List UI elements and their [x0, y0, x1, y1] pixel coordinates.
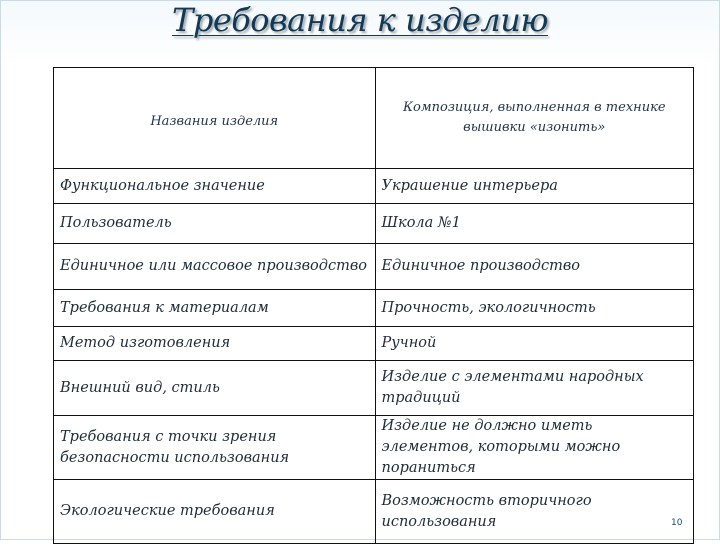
row-label: Пользователь — [54, 204, 376, 244]
slide-title: Требования к изделию — [171, 1, 549, 39]
table-header-row — [54, 68, 694, 169]
row-label: Внешний вид, стиль — [54, 361, 376, 416]
page-number: 10 — [671, 518, 683, 528]
row-label: Требования к материалам — [54, 290, 376, 327]
header-cell-product-name: Названия изделия — [54, 68, 376, 169]
row-value: Украшение интерьера — [375, 169, 694, 204]
table-row — [54, 416, 694, 480]
row-label: Требования с точки зрения безопасности использования — [54, 416, 376, 480]
row-value: Возможность вторичного использования — [375, 480, 694, 544]
table-row — [54, 361, 694, 416]
row-value: Школа №1 — [375, 204, 694, 244]
row-label: Метод изготовления — [54, 327, 376, 361]
header-cell-composition: Композиция, выполненная в технике вышивки «изонить» — [375, 68, 694, 169]
table-row — [54, 204, 694, 244]
table-row — [54, 480, 694, 544]
row-value: Прочность, экологичность — [375, 290, 694, 327]
row-label: Единичное или массовое производство — [54, 244, 376, 290]
row-value: Изделие не должно иметь элементов, которыми можно пораниться — [375, 416, 694, 480]
row-value: Ручной — [375, 327, 694, 361]
row-value: Единичное производство — [375, 244, 694, 290]
row-label: Функциональное значение — [54, 169, 376, 204]
row-value: Изделие с элементами народных традиций — [375, 361, 694, 416]
row-label: Экологические требования — [54, 480, 376, 544]
table-row — [54, 169, 694, 204]
table-row — [54, 244, 694, 290]
requirements-table — [53, 67, 694, 544]
table-row — [54, 327, 694, 361]
table-row — [54, 290, 694, 327]
